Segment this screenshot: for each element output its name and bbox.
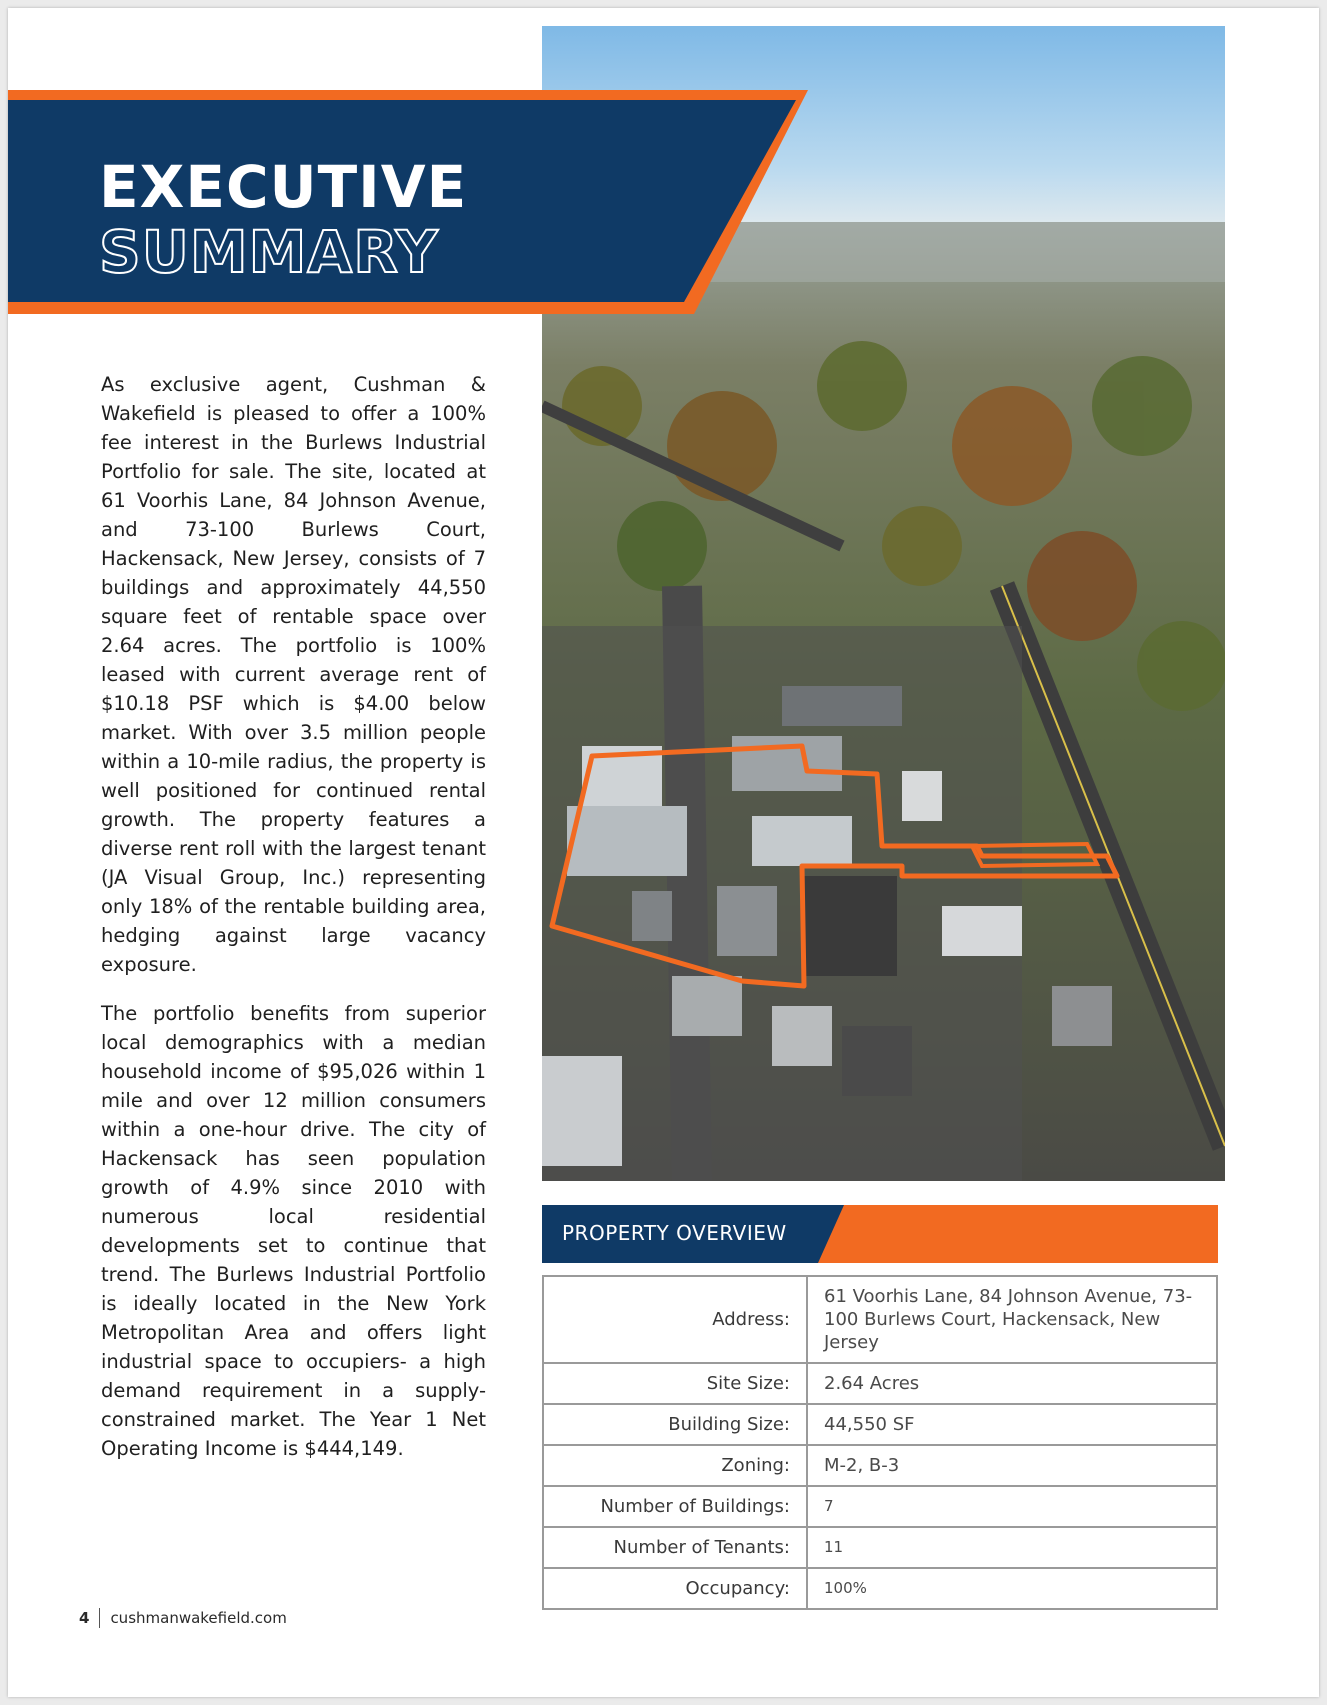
- table-row: [543, 1568, 1217, 1609]
- table-row: [543, 1363, 1217, 1404]
- row-value: 61 Voorhis Lane, 84 Johnson Avenue, 73-100 Burlews Court, Hackensack, New Jersey: [807, 1276, 1217, 1363]
- row-label: Occupancy:: [543, 1568, 807, 1609]
- page-title-line1: EXECUTIVE: [99, 153, 468, 221]
- property-overview-table: [542, 1275, 1218, 1610]
- row-value: M-2, B-3: [807, 1445, 1217, 1486]
- row-label: Number of Tenants:: [543, 1527, 807, 1568]
- website-link[interactable]: cushmanwakefield.com: [110, 1609, 287, 1627]
- row-label: Site Size:: [543, 1363, 807, 1404]
- table-row: [543, 1486, 1217, 1527]
- page-footer: [79, 1608, 287, 1628]
- row-value: 2.64 Acres: [807, 1363, 1217, 1404]
- row-value: 44,550 SF: [807, 1404, 1217, 1445]
- brochure-page: [8, 8, 1319, 1697]
- table-row: [543, 1445, 1217, 1486]
- summary-paragraph-1: As exclusive agent, Cushman & Wakefield is pleased to offer a 100% fee interest in the Burlews Industrial Portfolio for sale. The site, located at 61 Voorhis Lane, 84 Johnson Avenue, and 73-100 Burlews Court, Hackensack, New Jersey, consists of 7 buildings and approximately 44,550 square feet of rentable space over 2.64 acres. The portfolio is 100% leased with current average rent of $10.18 PSF which is $4.00 below market. With over 3.5 million people within a 10-mile radius, the property is well positioned for continued rental growth. The property features a diverse rent roll with the largest tenant (JA Visual Group, Inc.) representing only 18% of the rentable building area, hedging against large vacancy exposure.: [101, 373, 486, 976]
- summary-paragraph-2: The portfolio benefits from superior local demographics with a median household income of $95,026 within 1 mile and over 12 million consumers within a one-hour drive. The city of Hackensack has seen population growth of 4.9% since 2010 with numerous local residential developments set to continue that trend. The Burlews Industrial Portfolio is ideally located in the New York Metropolitan Area and offers light industrial space to occupiers- a high demand requirement in a supply-constrained market. The Year 1 Net Operating Income is $444,149.: [101, 1002, 486, 1460]
- row-value: 7: [807, 1486, 1217, 1527]
- footer-divider: [99, 1608, 100, 1628]
- row-value: 100%: [807, 1568, 1217, 1609]
- table-row: [543, 1276, 1217, 1363]
- summary-body: [101, 370, 486, 1483]
- row-label: Zoning:: [543, 1445, 807, 1486]
- table-row: [543, 1527, 1217, 1568]
- property-overview-title: PROPERTY OVERVIEW: [562, 1221, 787, 1245]
- row-value: 11: [807, 1527, 1217, 1568]
- row-label: Address:: [543, 1276, 807, 1363]
- page-title-line2: SUMMARY: [99, 218, 439, 286]
- property-overview-header: [542, 1203, 1218, 1265]
- page-number: 4: [79, 1609, 90, 1627]
- row-label: Number of Buildings:: [543, 1486, 807, 1527]
- table-row: [543, 1404, 1217, 1445]
- row-label: Building Size:: [543, 1404, 807, 1445]
